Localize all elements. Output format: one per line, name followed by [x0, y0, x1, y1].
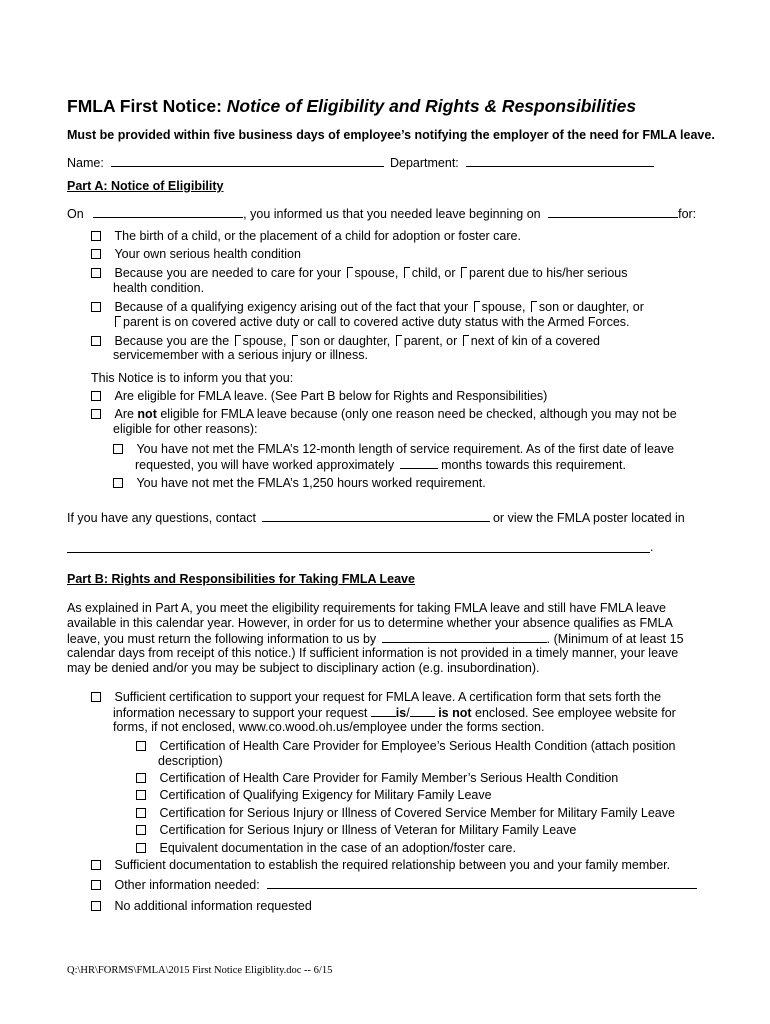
reason-servicemember: [91, 334, 600, 349]
on-date-row: [67, 206, 696, 222]
reason-exigency-label: Because of a qualifying exigency arising out of the fact that your: [114, 300, 469, 314]
reason-care-family: [91, 266, 627, 281]
months-label: months towards this requirement.: [441, 458, 626, 472]
checkbox[interactable]: [136, 825, 146, 835]
checkbox[interactable]: [136, 741, 146, 751]
eligible-label: Are eligible for FMLA leave. (See Part B below for Rights and Responsibilities): [114, 389, 548, 403]
checkbox[interactable]: [91, 901, 101, 911]
department-field[interactable]: [466, 155, 654, 167]
other-info-label: Other information needed:: [114, 878, 260, 892]
reason-servicemember-cont: servicemember with a serious injury or illness.: [113, 348, 368, 362]
title-main: FMLA First Notice:: [67, 96, 222, 116]
part-b-para-line-1: As explained in Part A, you meet the eligibility requirements for taking FMLA leave and still have FMLA leave: [67, 601, 666, 615]
parent-checkbox[interactable]: [115, 316, 121, 327]
spouse-label: spouse,: [354, 266, 399, 280]
child-checkbox[interactable]: [404, 267, 410, 278]
part-b-para-line-4: calendar days from receipt of this notice.) If sufficient information is not provided in a timely manner, your leave: [67, 646, 679, 660]
informed-text: , you informed us that you needed leave beginning on: [243, 207, 541, 221]
certification-label: Sufficient certification to support your request for FMLA leave. A certification form that sets forth the: [114, 690, 662, 704]
checkbox[interactable]: [91, 231, 101, 241]
part-b-heading: Part B: Rights and Responsibilities for Taking FMLA Leave: [67, 572, 415, 586]
period: .: [650, 540, 654, 554]
department-row: [390, 155, 654, 171]
footer-file-path: Q:\HR\FORMS\FMLA\2015 First Notice Eligiblity.doc -- 6/15: [67, 965, 333, 976]
son-daughter-label: son or daughter, or: [538, 300, 644, 314]
is-label: is: [395, 706, 407, 720]
questions-label: If you have any questions, contact: [67, 511, 257, 525]
form-label: Certification of Health Care Provider for Employee’s Serious Health Condition (attach position: [159, 739, 676, 753]
form-employee-health-cont: description): [158, 754, 223, 768]
checkbox[interactable]: [91, 302, 101, 312]
form-adoption: [136, 841, 516, 856]
part-b-para-line-5: may be denied and/or you may be subject to disciplinary action (e.g. insubordination).: [67, 661, 540, 675]
title-subtitle: Notice of Eligibility and Rights & Responsibilities: [226, 96, 637, 116]
is-not-label: is not: [438, 706, 472, 720]
certification-enclosed-label: enclosed. See employee website for: [475, 706, 676, 720]
no-additional-row: [91, 899, 312, 914]
contact-field[interactable]: [262, 510, 490, 522]
next-of-kin-checkbox[interactable]: [463, 335, 469, 346]
page-title: [67, 96, 636, 116]
certification-forms-line: forms, if not enclosed, www.co.wood.oh.us/employee under the forms section.: [113, 720, 545, 734]
reason-exigency-cont: [113, 315, 630, 330]
reason-care-cont: health condition.: [113, 281, 205, 295]
certification-cont: [113, 705, 676, 721]
form-label: Equivalent documentation in the case of an adoption/foster care.: [159, 841, 516, 855]
child-label: child, or: [411, 266, 456, 280]
checkbox[interactable]: [91, 268, 101, 278]
department-label: Department:: [390, 156, 459, 170]
months-field[interactable]: [400, 457, 438, 469]
form-label: Certification for Serious Injury or Illness of Covered Service Member for Military Family Leave: [159, 806, 675, 820]
reason-own-health: [91, 247, 301, 262]
form-family-health: [136, 771, 618, 786]
certification-request-label: information necessary to support your request: [113, 706, 368, 720]
reason-exigency-cont-label: parent is on covered active duty or call to covered active duty status with the Armed Forces.: [123, 315, 630, 329]
certification-row: [91, 690, 661, 705]
poster-location-field[interactable]: [67, 552, 650, 553]
reason-birth: [91, 229, 521, 244]
name-row: [67, 155, 384, 171]
parent-label: parent, or: [403, 334, 458, 348]
is-field[interactable]: [371, 705, 396, 717]
poster-label: or view the FMLA poster located in: [492, 511, 685, 525]
form-label: Certification for Serious Injury or Illness of Veteran for Military Family Leave: [159, 823, 577, 837]
inform-text: This Notice is to inform you that you:: [91, 371, 294, 385]
checkbox[interactable]: [91, 692, 101, 702]
hours-requirement-label: You have not met the FMLA’s 1,250 hours worked requirement.: [136, 476, 486, 490]
part-a-heading: Part A: Notice of Eligibility: [67, 179, 224, 193]
son-daughter-label: son or daughter,: [299, 334, 391, 348]
form-veteran: [136, 823, 576, 838]
hours-requirement-row: [113, 476, 486, 491]
checkbox[interactable]: [113, 478, 123, 488]
form-exigency: [136, 788, 492, 803]
intro-instruction: Must be provided within five business days of employee’s notifying the employer of the need for FMLA leave.: [67, 128, 715, 142]
no-additional-label: No additional information requested: [114, 899, 312, 913]
form-employee-health: [136, 739, 675, 754]
parent-checkbox[interactable]: [461, 267, 467, 278]
not-eligible-bold: not: [137, 407, 157, 421]
not-eligible-cont: eligible for other reasons):: [113, 422, 258, 436]
eligible-row: [91, 389, 547, 404]
name-field[interactable]: [111, 155, 384, 167]
checkbox[interactable]: [136, 773, 146, 783]
on-label: On: [67, 207, 84, 221]
form-service-member: [136, 806, 675, 821]
name-label: Name:: [67, 156, 104, 170]
return-by-label: leave, you must return the following information to us by: [67, 632, 377, 646]
other-info-row: [91, 877, 697, 893]
spouse-checkbox[interactable]: [347, 267, 353, 278]
slash: /: [406, 706, 410, 720]
is-not-field[interactable]: [410, 705, 435, 717]
checkbox[interactable]: [91, 249, 101, 259]
checkbox[interactable]: [136, 808, 146, 818]
spouse-label: spouse,: [242, 334, 287, 348]
documentation-row: [91, 858, 670, 873]
other-info-field[interactable]: [267, 877, 697, 889]
service-requirement-row: [113, 442, 674, 457]
worked-approx-label: requested, you will have worked approximately: [135, 458, 395, 472]
checkbox[interactable]: [136, 843, 146, 853]
son-daughter-checkbox[interactable]: [292, 335, 298, 346]
checkbox[interactable]: [91, 409, 101, 419]
documentation-label: Sufficient documentation to establish the required relationship between you and your family member.: [114, 858, 671, 872]
next-of-kin-label: next of kin of a covered: [470, 334, 600, 348]
reason-birth-label: The birth of a child, or the placement of a child for adoption or foster care.: [114, 229, 521, 243]
notification-date-field[interactable]: [93, 206, 243, 218]
questions-row: [67, 510, 685, 526]
reason-care-label: Because you are needed to care for your: [114, 266, 342, 280]
form-label: Certification of Health Care Provider for Family Member’s Serious Health Condition: [159, 771, 619, 785]
not-eligible-row: [91, 407, 677, 422]
spouse-label: spouse,: [481, 300, 526, 314]
part-b-para-line-2: available in this calendar year. However, in order for us to determine whether your absence qualifies as FMLA: [67, 616, 673, 630]
return-by-field[interactable]: [382, 631, 547, 643]
reason-exigency: [91, 300, 644, 315]
checkbox[interactable]: [136, 790, 146, 800]
service-requirement-label: You have not met the FMLA’s 12-month length of service requirement. As of the first date of leave: [136, 442, 675, 456]
parent-label: parent due to his/her serious: [469, 266, 628, 280]
spouse-checkbox[interactable]: [474, 301, 480, 312]
for-text: for:: [678, 207, 697, 221]
checkbox[interactable]: [91, 860, 101, 870]
checkbox[interactable]: [91, 391, 101, 401]
reason-own-health-label: Your own serious health condition: [114, 247, 301, 261]
checkbox[interactable]: [113, 444, 123, 454]
spouse-checkbox[interactable]: [235, 335, 241, 346]
not-eligible-label-b: eligible for FMLA leave because (only one reason need be checked, although you may not be: [160, 407, 677, 421]
leave-start-field[interactable]: [548, 206, 678, 218]
reason-servicemember-label: Because you are the: [114, 334, 230, 348]
checkbox[interactable]: [91, 880, 101, 890]
service-requirement-cont: [135, 457, 626, 473]
son-daughter-checkbox[interactable]: [531, 301, 537, 312]
checkbox[interactable]: [91, 336, 101, 346]
minimum-label: . (Minimum of at least 15: [546, 632, 684, 646]
parent-checkbox[interactable]: [396, 335, 402, 346]
form-label: Certification of Qualifying Exigency for Military Family Leave: [159, 788, 492, 802]
not-eligible-label-a: Are: [114, 407, 134, 421]
part-b-para-line-3: [67, 631, 684, 647]
